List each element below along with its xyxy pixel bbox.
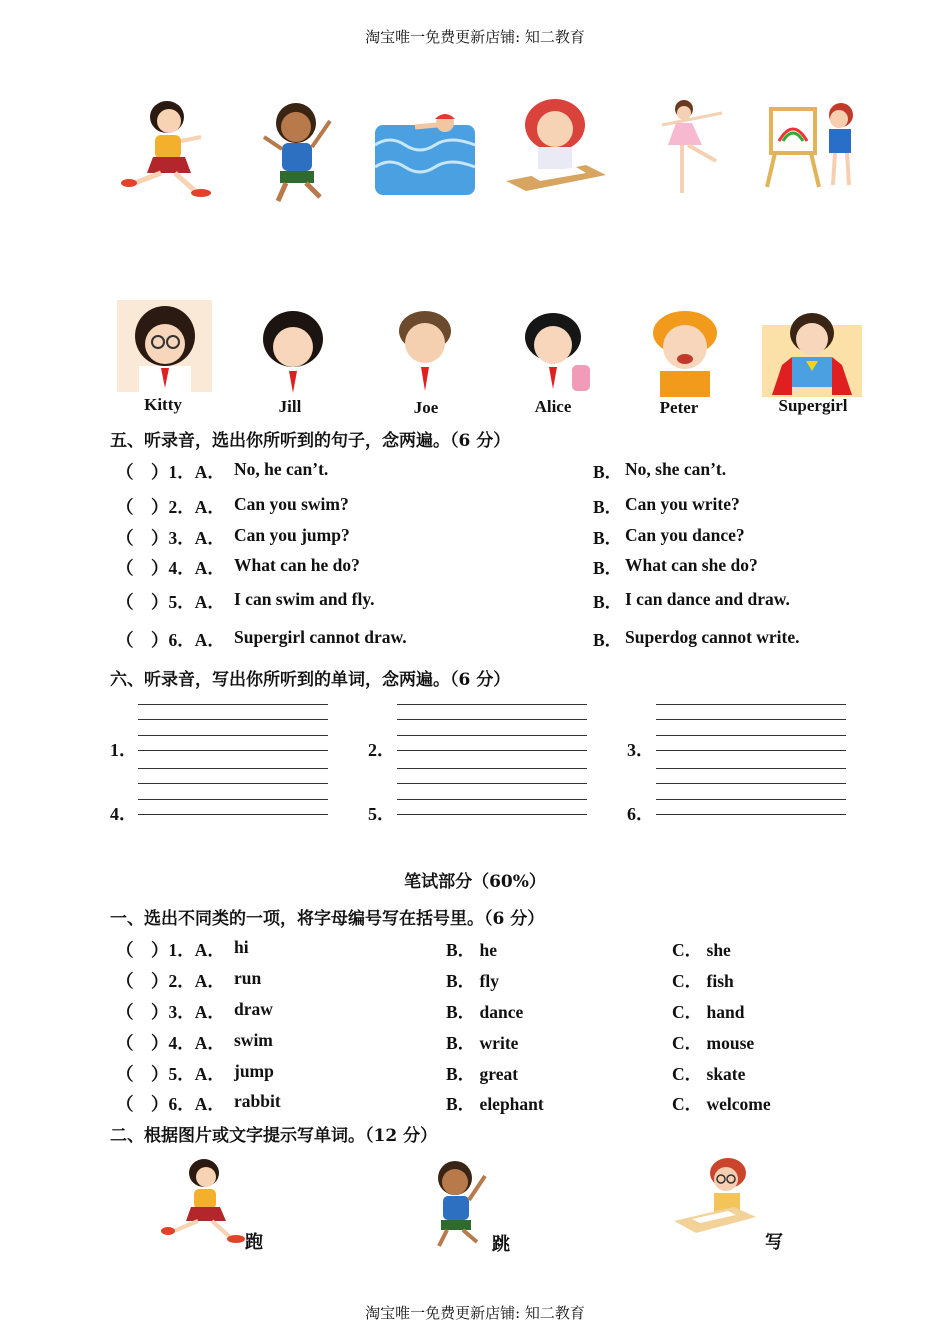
p1-q4-num: （ ）4．A． bbox=[116, 1033, 225, 1053]
s5-q6-b-prefix: B． bbox=[593, 630, 623, 650]
writing-line[interactable] bbox=[656, 814, 846, 815]
s5-q6-num: （ ）6．A． bbox=[116, 630, 225, 650]
character-name-supergirl: Supergirl bbox=[778, 396, 848, 415]
p1-q4-b: B． write bbox=[446, 1033, 519, 1053]
s6-label-5: 5． bbox=[368, 804, 395, 824]
s5-q5-option-a: I can swim and fly. bbox=[234, 589, 375, 609]
writing-line[interactable] bbox=[397, 750, 587, 751]
jumping-boy-hint-picture bbox=[423, 1158, 493, 1250]
s5-q6-option-b: Superdog cannot write. bbox=[625, 627, 800, 647]
kitty-portrait bbox=[117, 300, 212, 392]
writing-line[interactable] bbox=[397, 814, 587, 815]
jumping-boy-picture bbox=[258, 97, 338, 207]
s5-q2-option-a: Can you swim? bbox=[234, 494, 349, 514]
p1-q4-c: C． mouse bbox=[672, 1033, 755, 1053]
drawing-girl-picture bbox=[763, 95, 863, 190]
writing-line[interactable] bbox=[656, 719, 846, 720]
section6-title: 六、听录音，写出你所听到的单词，念两遍。（6 分） bbox=[110, 670, 511, 690]
s5-q4-option-b: What can she do? bbox=[625, 555, 758, 575]
writing-girl-picture bbox=[500, 95, 610, 195]
writing-line[interactable] bbox=[656, 799, 846, 800]
writing-line[interactable] bbox=[656, 783, 846, 784]
writing-line[interactable] bbox=[138, 719, 328, 720]
writing-line[interactable] bbox=[138, 735, 328, 736]
s5-q1-num: （ ）1．A． bbox=[116, 462, 225, 482]
p1-q6-a: rabbit bbox=[234, 1091, 281, 1111]
part2-title: 二、根据图片或文字提示写单词。（12 分） bbox=[110, 1126, 438, 1146]
p1-q1-num: （ ）1．A． bbox=[116, 940, 225, 960]
writing-line[interactable] bbox=[656, 750, 846, 751]
hint-jump: 跳 bbox=[492, 1234, 510, 1255]
p1-q1-c: C． she bbox=[672, 940, 731, 960]
writing-line[interactable] bbox=[397, 719, 587, 720]
character-name-kitty: Kitty bbox=[144, 395, 182, 414]
character-name-jill: Jill bbox=[278, 397, 302, 416]
writing-line[interactable] bbox=[397, 735, 587, 736]
writing-line[interactable] bbox=[138, 768, 328, 769]
writing-line[interactable] bbox=[138, 750, 328, 751]
s5-q2-b-prefix: B． bbox=[593, 497, 623, 517]
s5-q2-num: （ ）2．A． bbox=[116, 497, 225, 517]
s5-q2-option-b: Can you write? bbox=[625, 494, 740, 514]
p1-q4-a: swim bbox=[234, 1030, 273, 1050]
writing-child-hint-picture bbox=[672, 1155, 762, 1240]
s6-label-6: 6． bbox=[627, 804, 654, 824]
s5-q3-option-b: Can you dance? bbox=[625, 525, 745, 545]
writing-line[interactable] bbox=[138, 704, 328, 705]
p1-q5-b: B． great bbox=[446, 1064, 519, 1084]
s5-q3-option-a: Can you jump? bbox=[234, 525, 350, 545]
s5-q5-num: （ ）5．A． bbox=[116, 592, 225, 612]
dancing-girl-picture bbox=[632, 95, 732, 195]
p1-q2-c: C． fish bbox=[672, 971, 734, 991]
s5-q1-b-prefix: B． bbox=[593, 462, 623, 482]
writing-line[interactable] bbox=[138, 783, 328, 784]
s5-q4-b-prefix: B． bbox=[593, 558, 623, 578]
part1-title: 一、选出不同类的一项，将字母编号写在括号里。（6 分） bbox=[110, 909, 545, 929]
s5-q3-b-prefix: B． bbox=[593, 528, 623, 548]
p1-q5-c: C． skate bbox=[672, 1064, 746, 1084]
p1-q1-b: B． he bbox=[446, 940, 498, 960]
p1-q1-a: hi bbox=[234, 937, 249, 957]
s5-q6-option-a: Supergirl cannot draw. bbox=[234, 627, 407, 647]
p1-q2-b: B． fly bbox=[446, 971, 499, 991]
s6-label-4: 4． bbox=[110, 804, 137, 824]
writing-line[interactable] bbox=[397, 799, 587, 800]
jill-portrait bbox=[248, 305, 338, 397]
p1-q6-c: C． welcome bbox=[672, 1094, 771, 1114]
p1-q2-num: （ ）2．A． bbox=[116, 971, 225, 991]
s5-q4-num: （ ）4．A． bbox=[116, 558, 225, 578]
running-girl-hint-picture bbox=[158, 1155, 246, 1247]
swimming-picture bbox=[375, 105, 475, 195]
writing-line[interactable] bbox=[656, 768, 846, 769]
joe-portrait bbox=[383, 305, 467, 397]
s5-q4-option-a: What can he do? bbox=[234, 555, 360, 575]
p1-q6-num: （ ）6．A． bbox=[116, 1094, 225, 1114]
s5-q5-b-prefix: B． bbox=[593, 592, 623, 612]
s6-label-2: 2． bbox=[368, 740, 395, 760]
running-girl-picture bbox=[115, 95, 215, 205]
s5-q5-option-b: I can dance and draw. bbox=[625, 589, 790, 609]
s5-q1-option-a: No, he can’t. bbox=[234, 459, 329, 479]
character-name-peter: Peter bbox=[659, 398, 699, 417]
writing-line[interactable] bbox=[397, 783, 587, 784]
character-name-alice: Alice bbox=[534, 397, 572, 416]
s5-q3-num: （ ）3．A． bbox=[116, 528, 225, 548]
p1-q3-b: B． dance bbox=[446, 1002, 524, 1022]
p1-q6-b: B． elephant bbox=[446, 1094, 544, 1114]
alice-portrait bbox=[510, 305, 596, 397]
page-header: 淘宝唯一免费更新店铺: 知二教育 bbox=[365, 28, 585, 46]
writing-line[interactable] bbox=[656, 735, 846, 736]
writing-line[interactable] bbox=[138, 799, 328, 800]
hint-write: 写 bbox=[765, 1232, 783, 1253]
writing-line[interactable] bbox=[397, 768, 587, 769]
s5-q1-option-b: No, she can’t. bbox=[625, 459, 727, 479]
p1-q3-num: （ ）3．A． bbox=[116, 1002, 225, 1022]
section5-title: 五、听录音，选出你所听到的句子，念两遍。（6 分） bbox=[110, 431, 511, 451]
p1-q3-a: draw bbox=[234, 999, 273, 1019]
page-footer: 淘宝唯一免费更新店铺: 知二教育 bbox=[365, 1304, 585, 1322]
p1-q2-a: run bbox=[234, 968, 262, 988]
p1-q5-num: （ ）5．A． bbox=[116, 1064, 225, 1084]
hint-run: 跑 bbox=[245, 1232, 263, 1253]
character-name-joe: Joe bbox=[413, 398, 439, 417]
s6-label-3: 3． bbox=[627, 740, 654, 760]
writing-line[interactable] bbox=[138, 814, 328, 815]
p1-q3-c: C． hand bbox=[672, 1002, 745, 1022]
s6-label-1: 1． bbox=[110, 740, 137, 760]
peter-portrait bbox=[640, 305, 730, 397]
writing-line[interactable] bbox=[656, 704, 846, 705]
supergirl-portrait bbox=[762, 305, 862, 397]
writing-line[interactable] bbox=[397, 704, 587, 705]
written-part-title: 笔试部分（60%） bbox=[404, 872, 546, 892]
p1-q5-a: jump bbox=[234, 1061, 274, 1081]
